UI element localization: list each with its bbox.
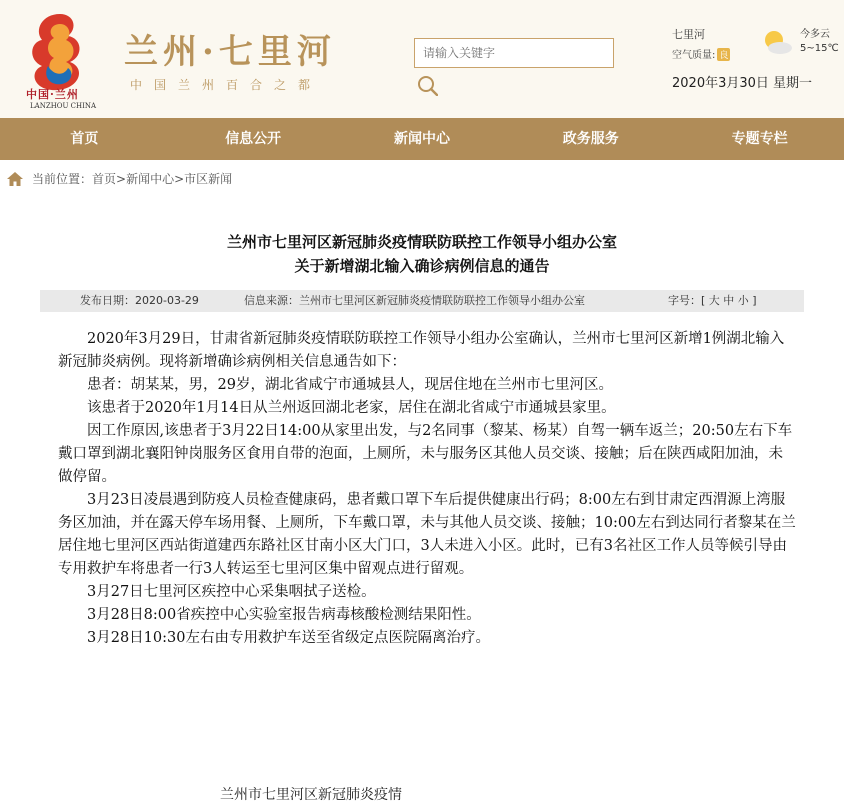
weather-desc: 今多云 <box>800 29 830 40</box>
logo-text-en: LANZHOU CHINA <box>30 102 97 110</box>
current-date: 2020年3月30日 星期一 <box>672 76 813 91</box>
search-input[interactable] <box>414 38 614 68</box>
nav-item-news-center[interactable]: 新闻中心 <box>393 131 450 147</box>
article-paragraph: 患者：胡某某，男，29岁，湖北省咸宁市通城县人，现居住地在兰州市七里河区。 <box>87 377 613 393</box>
article-paragraph: 2020年3月29日，甘肃省新冠肺炎疫情联防联控工作领导小组办公室确认，兰州市七里河区新增1例湖北输入新冠肺炎病例。现将新增确诊病例相关信息通告如下： <box>58 331 785 370</box>
nav-item-home[interactable]: 首页 <box>70 131 99 147</box>
article-title-line2: 关于新增湖北输入确诊病例信息的通告 <box>294 257 550 275</box>
site-header <box>0 0 844 118</box>
nav-item-gov-services[interactable]: 政务服务 <box>562 131 619 147</box>
site-title[interactable]: 兰州·七里河 <box>124 32 336 72</box>
partly-cloudy-icon <box>758 26 794 56</box>
weather-location: 七里河 <box>672 28 705 41</box>
main-nav <box>0 118 844 160</box>
home-icon <box>6 171 24 187</box>
air-quality <box>672 46 730 61</box>
nav-item-special-topics[interactable]: 专题专栏 <box>731 131 788 147</box>
weather-temp: 5~15℃ <box>800 43 839 54</box>
nav-item-info-disclosure[interactable]: 信息公开 <box>225 131 282 147</box>
article-paragraph: 3月28日8:00省疾控中心实验室报告病毒核酸检测结果阳性。 <box>87 607 481 623</box>
article-paragraph: 3月28日10:30左右由专用救护车送至省级定点医院隔离治疗。 <box>87 630 490 646</box>
breadcrumb-city-news[interactable]: 市区新闻 <box>184 172 233 186</box>
logo-text-cn: 中国·兰州 <box>26 88 79 101</box>
font-size-control[interactable]: 字号：[ 大 中 小 ] <box>668 294 757 307</box>
article-meta-bar <box>40 290 804 312</box>
breadcrumb-separator: > <box>116 171 127 186</box>
article-title-line1: 兰州市七里河区新冠肺炎疫情联防联控工作领导小组办公室 <box>226 233 617 251</box>
air-quality-label: 空气质量: <box>672 50 716 61</box>
publish-date: 发布日期：2020-03-29 <box>80 294 199 307</box>
article-paragraph: 因工作原因,该患者于3月22日14:00从家里出发，与2名同事（黎某、杨某）自驾一辆车返兰；20:50左右下车戴口罩到湖北襄阳钟岗服务区食用自带的泡面，上厕所，未与服务区其他人员交谈、接触；后在陕西咸阳加油，未做停留。 <box>58 423 793 485</box>
breadcrumb <box>6 170 232 187</box>
breadcrumb-separator: > <box>174 171 185 186</box>
breadcrumb-home[interactable]: 首页 <box>92 172 117 186</box>
article-body <box>58 328 796 650</box>
article-paragraph: 该患者于2020年1月14日从兰州返回湖北老家，居住在湖北省咸宁市通城县家里。 <box>87 400 616 416</box>
signature-partial: 兰州市七里河区新冠肺炎疫情 <box>220 787 402 803</box>
breadcrumb-news-center[interactable]: 新闻中心 <box>126 172 175 186</box>
site-subtitle: 中国兰州百合之都 <box>130 78 323 92</box>
search-icon[interactable] <box>416 74 438 96</box>
info-source: 信息来源：兰州市七里河区新冠肺炎疫情联防联控工作领导小组办公室 <box>244 294 585 307</box>
air-quality-badge: 良 <box>717 48 730 61</box>
breadcrumb-label: 当前位置： <box>32 172 93 186</box>
article-paragraph: 3月23日凌晨遇到防疫人员检查健康码，患者戴口罩下车后提供健康出行码；8:00左右到甘肃定西渭源上湾服务区加油，并在露天停车场用餐、上厕所，下车戴口罩，未与其他人员交谈、接触；10:00左右到达同行者黎某在兰居住地七里河区西站街道建西东路社区甘南小区大门口，3人未进入小区。此时，已有3名社区工作人员等候引导由专用救护车将患者一行3人转运至七里河区集中留观点进行留观。 <box>58 492 796 577</box>
article-paragraph: 3月27日七里河区疾控中心采集咽拭子送检。 <box>87 584 376 600</box>
article-title <box>0 230 844 278</box>
weather-info <box>800 28 839 56</box>
